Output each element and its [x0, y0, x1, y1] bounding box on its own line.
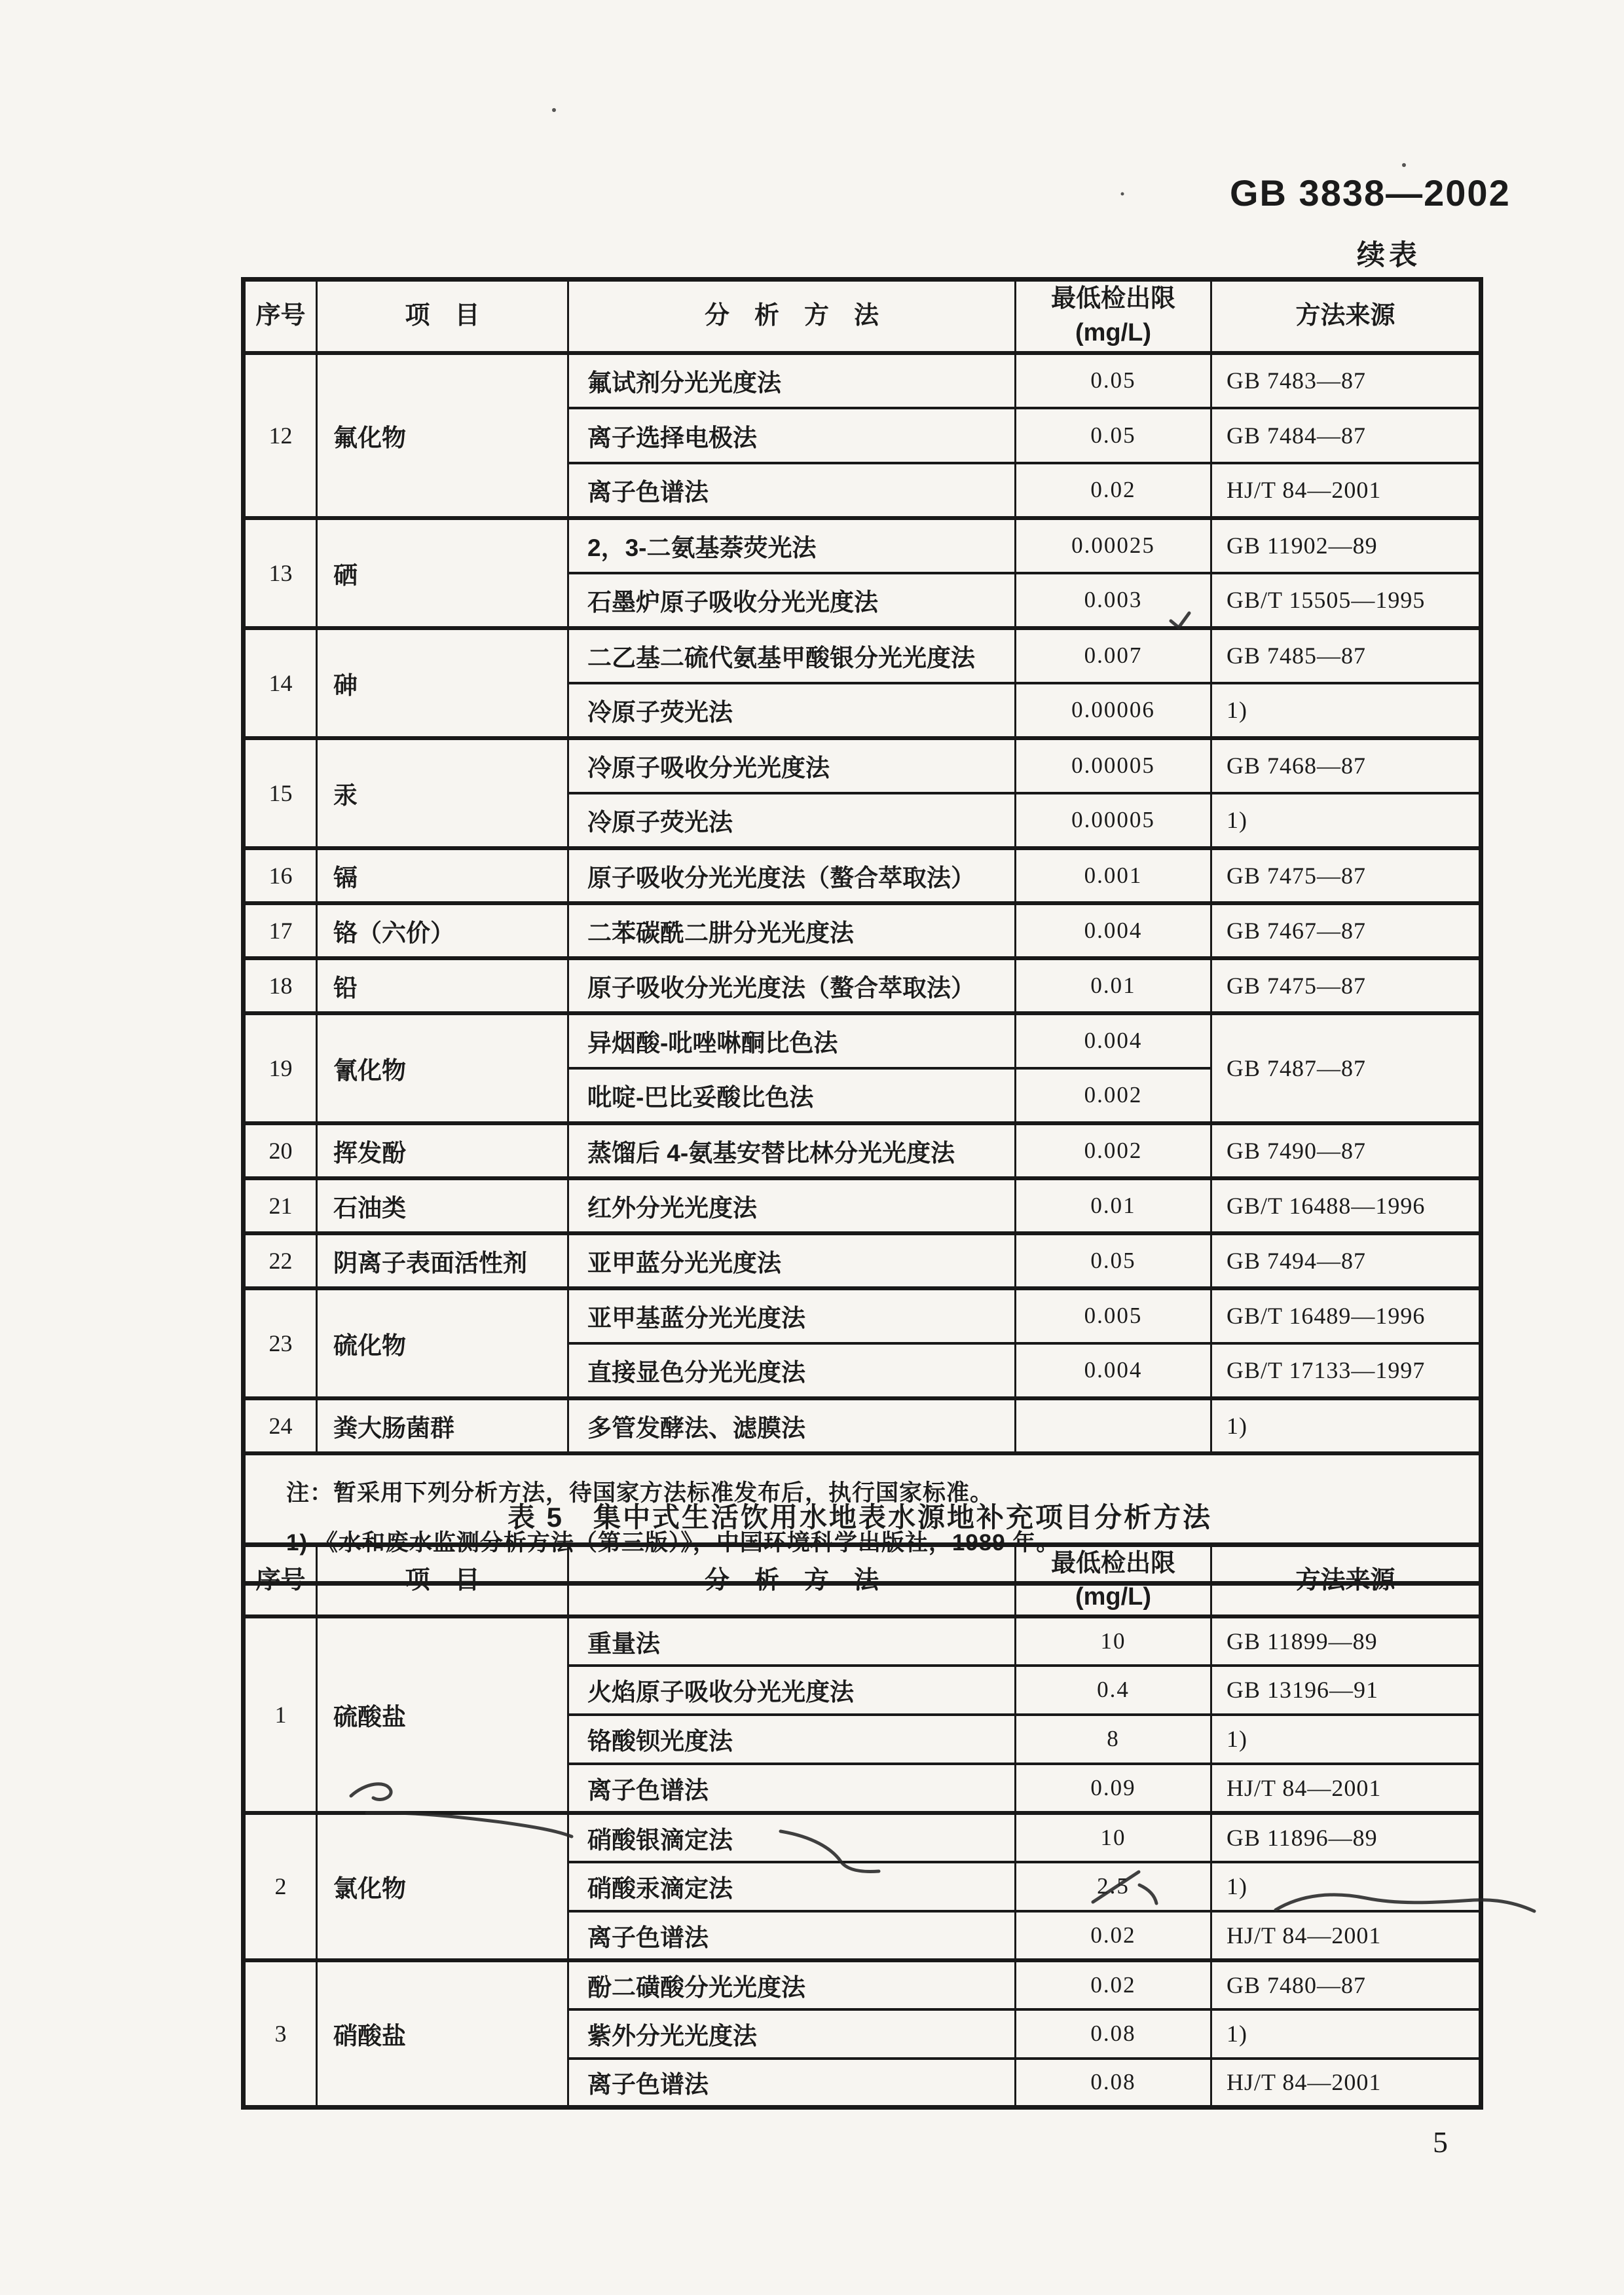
serial-number: 3: [244, 1960, 317, 2108]
method-source: GB/T 17133—1997: [1211, 1343, 1481, 1398]
col-header-source: 方法来源: [1211, 280, 1481, 353]
analysis-method: 冷原子吸收分光光度法: [568, 738, 1016, 793]
table-row: [244, 1616, 1481, 1666]
method-source: 1): [1211, 683, 1481, 738]
item-name: 氰化物: [317, 1013, 568, 1123]
method-source: 1): [1211, 1715, 1481, 1764]
detection-limit: 0.004: [1016, 1343, 1211, 1398]
analysis-method: 离子色谱法: [568, 463, 1016, 518]
serial-number: 22: [244, 1233, 317, 1288]
analysis-method: 二乙基二硫代氨基甲酸银分光光度法: [568, 628, 1016, 683]
method-source: GB 7475—87: [1211, 958, 1481, 1013]
serial-number: 15: [244, 738, 317, 848]
method-source: GB/T 15505—1995: [1211, 573, 1481, 628]
method-source: GB 13196—91: [1211, 1666, 1481, 1715]
scan-speck: [1402, 163, 1406, 167]
method-source: GB 11896—89: [1211, 1813, 1481, 1862]
method-source: 1): [1211, 1862, 1481, 1911]
method-source: GB 7490—87: [1211, 1123, 1481, 1178]
col-header-limit: 最低检出限 (mg/L): [1016, 1545, 1211, 1616]
note-line: 1) 《水和废水监测分析方法（第三版）》，中国环境科学出版社，1989 年。: [286, 1529, 1060, 1556]
method-source: GB 7467—87: [1211, 903, 1481, 958]
analysis-method: 铬酸钡光度法: [568, 1715, 1016, 1764]
detection-limit: 0.08: [1016, 2059, 1211, 2108]
serial-number: 23: [244, 1288, 317, 1398]
detection-limit: 0.02: [1016, 1911, 1211, 1960]
detection-limit: 0.00025: [1016, 518, 1211, 573]
item-name: 铅: [317, 958, 568, 1013]
analysis-method: 蒸馏后 4-氨基安替比林分光光度法: [568, 1123, 1016, 1178]
table-row: [244, 1813, 1481, 1862]
table-5-title: 表 5 集中式生活饮用水地表水源地补充项目分析方法: [507, 1502, 1213, 1533]
method-source: HJ/T 84—2001: [1211, 1764, 1481, 1813]
detection-limit: 10: [1016, 1813, 1211, 1862]
analysis-method: 原子吸收分光光度法（螯合萃取法）: [568, 958, 1016, 1013]
table-row: [244, 1398, 1481, 1453]
col-header-serial: 序号: [244, 1545, 317, 1616]
detection-limit: 0.003: [1016, 573, 1211, 628]
method-source: GB 7475—87: [1211, 848, 1481, 903]
detection-limit: 0.01: [1016, 958, 1211, 1013]
analysis-method: 亚甲蓝分光光度法: [568, 1233, 1016, 1288]
detection-limit: 0.001: [1016, 848, 1211, 903]
col-header-method: 分 析 方 法: [568, 280, 1016, 353]
detection-limit: 0.007: [1016, 628, 1211, 683]
serial-number: 18: [244, 958, 317, 1013]
detection-limit: 0.00005: [1016, 738, 1211, 793]
table-row: [244, 518, 1481, 573]
analysis-method: 石墨炉原子吸收分光光度法: [568, 573, 1016, 628]
serial-number: 24: [244, 1398, 317, 1453]
method-source: GB 7480—87: [1211, 1960, 1481, 2009]
table-4-continued: [241, 277, 1483, 1586]
analysis-method: 冷原子荧光法: [568, 683, 1016, 738]
item-name: 汞: [317, 738, 568, 848]
method-source: HJ/T 84—2001: [1211, 1911, 1481, 1960]
continued-table-label: 续表: [1357, 240, 1421, 271]
item-name: 硫化物: [317, 1288, 568, 1398]
serial-number: 14: [244, 628, 317, 738]
analysis-method: 紫外分光光度法: [568, 2009, 1016, 2059]
analysis-method: 原子吸收分光光度法（螯合萃取法）: [568, 848, 1016, 903]
method-source: HJ/T 84—2001: [1211, 2059, 1481, 2108]
detection-limit: 0.02: [1016, 463, 1211, 518]
method-source: GB/T 16488—1996: [1211, 1178, 1481, 1233]
detection-limit: 0.09: [1016, 1764, 1211, 1813]
analysis-method: 吡啶-巴比妥酸比色法: [568, 1068, 1016, 1123]
analysis-method: 红外分光光度法: [568, 1178, 1016, 1233]
col-header-serial: 序号: [244, 280, 317, 353]
analysis-method: 酚二磺酸分光光度法: [568, 1960, 1016, 2009]
serial-number: 21: [244, 1178, 317, 1233]
page-number: 5: [1433, 2125, 1448, 2159]
item-name: 硒: [317, 518, 568, 628]
detection-limit: 0.00006: [1016, 683, 1211, 738]
detection-limit: 0.05: [1016, 1233, 1211, 1288]
item-name: 硝酸盐: [317, 1960, 568, 2108]
item-name: 阴离子表面活性剂: [317, 1233, 568, 1288]
table-row: [244, 903, 1481, 958]
table-row: [244, 1288, 1481, 1343]
table-row: [244, 353, 1481, 408]
method-source: GB 7484—87: [1211, 408, 1481, 463]
detection-limit: [1016, 1398, 1211, 1453]
header-row: [244, 1545, 1481, 1616]
analysis-method: 直接显色分光光度法: [568, 1343, 1016, 1398]
analysis-method: 二苯碳酰二肼分光光度法: [568, 903, 1016, 958]
scan-speck: [1121, 193, 1124, 196]
analysis-method: 离子选择电极法: [568, 408, 1016, 463]
col-header-item: 项 目: [317, 1545, 568, 1616]
analysis-method: 亚甲基蓝分光光度法: [568, 1288, 1016, 1343]
method-source: GB 7487—87: [1211, 1013, 1481, 1123]
item-name: 石油类: [317, 1178, 568, 1233]
standard-code: GB 3838—2002: [1230, 172, 1511, 214]
method-source: GB 7494—87: [1211, 1233, 1481, 1288]
method-source: 1): [1211, 2009, 1481, 2059]
table-row: [244, 1013, 1481, 1068]
detection-limit: 0.00005: [1016, 793, 1211, 848]
analysis-method: 离子色谱法: [568, 1911, 1016, 1960]
item-name: 氯化物: [317, 1813, 568, 1960]
serial-number: 19: [244, 1013, 317, 1123]
serial-number: 17: [244, 903, 317, 958]
table-row: [244, 1178, 1481, 1233]
serial-number: 13: [244, 518, 317, 628]
detection-limit: 0.4: [1016, 1666, 1211, 1715]
col-header-source: 方法来源: [1211, 1545, 1481, 1616]
item-name: 挥发酚: [317, 1123, 568, 1178]
serial-number: 20: [244, 1123, 317, 1178]
method-source: 1): [1211, 793, 1481, 848]
detection-limit: 0.08: [1016, 2009, 1211, 2059]
table-row: [244, 1233, 1481, 1288]
col-header-limit: 最低检出限 (mg/L): [1016, 280, 1211, 353]
item-name: 氟化物: [317, 353, 568, 518]
detection-limit: 8: [1016, 1715, 1211, 1764]
analysis-method: 硝酸汞滴定法: [568, 1862, 1016, 1911]
detection-limit: 0.004: [1016, 903, 1211, 958]
item-name: 镉: [317, 848, 568, 903]
analysis-method: 硝酸银滴定法: [568, 1813, 1016, 1862]
detection-limit: 0.002: [1016, 1068, 1211, 1123]
analysis-method: 多管发酵法、滤膜法: [568, 1398, 1016, 1453]
method-source: GB 7483—87: [1211, 353, 1481, 408]
item-name: 粪大肠菌群: [317, 1398, 568, 1453]
item-name: 砷: [317, 628, 568, 738]
table-5: [241, 1542, 1483, 2110]
detection-limit: 0.02: [1016, 1960, 1211, 2009]
serial-number: 2: [244, 1813, 317, 1960]
method-source: GB/T 16489—1996: [1211, 1288, 1481, 1343]
table-row: [244, 1123, 1481, 1178]
serial-number: 1: [244, 1616, 317, 1813]
analysis-method: 火焰原子吸收分光光度法: [568, 1666, 1016, 1715]
scan-speck: [552, 108, 556, 112]
detection-limit: 10: [1016, 1616, 1211, 1666]
method-source: 1): [1211, 1398, 1481, 1453]
method-source: GB 11899—89: [1211, 1616, 1481, 1666]
item-name: 硫酸盐: [317, 1616, 568, 1813]
detection-limit: 0.05: [1016, 408, 1211, 463]
detection-limit: 0.002: [1016, 1123, 1211, 1178]
method-source: GB 7485—87: [1211, 628, 1481, 683]
analysis-method: 2，3-二氨基萘荧光法: [568, 518, 1016, 573]
table-row: [244, 848, 1481, 903]
header-row: [244, 280, 1481, 353]
analysis-method: 冷原子荧光法: [568, 793, 1016, 848]
detection-limit: 0.01: [1016, 1178, 1211, 1233]
method-source: GB 11902—89: [1211, 518, 1481, 573]
detection-limit: 0.005: [1016, 1288, 1211, 1343]
analysis-method: 离子色谱法: [568, 1764, 1016, 1813]
serial-number: 12: [244, 353, 317, 518]
analysis-method: 异烟酸-吡唑啉酮比色法: [568, 1013, 1016, 1068]
table-row: [244, 738, 1481, 793]
table-row: [244, 958, 1481, 1013]
analysis-method: 重量法: [568, 1616, 1016, 1666]
table-row: [244, 628, 1481, 683]
item-name: 铬（六价）: [317, 903, 568, 958]
table-row: [244, 1960, 1481, 2009]
col-header-method: 分 析 方 法: [568, 1545, 1016, 1616]
analysis-method: 氟试剂分光光度法: [568, 353, 1016, 408]
serial-number: 16: [244, 848, 317, 903]
analysis-method: 离子色谱法: [568, 2059, 1016, 2108]
method-source: GB 7468—87: [1211, 738, 1481, 793]
col-header-item: 项 目: [317, 280, 568, 353]
detection-limit: 0.05: [1016, 353, 1211, 408]
detection-limit: 0.004: [1016, 1013, 1211, 1068]
detection-limit: 2.5: [1016, 1862, 1211, 1911]
note-line: 注：暂采用下列分析方法，待国家方法标准发布后，执行国家标准。: [286, 1480, 994, 1506]
method-source: HJ/T 84—2001: [1211, 463, 1481, 518]
